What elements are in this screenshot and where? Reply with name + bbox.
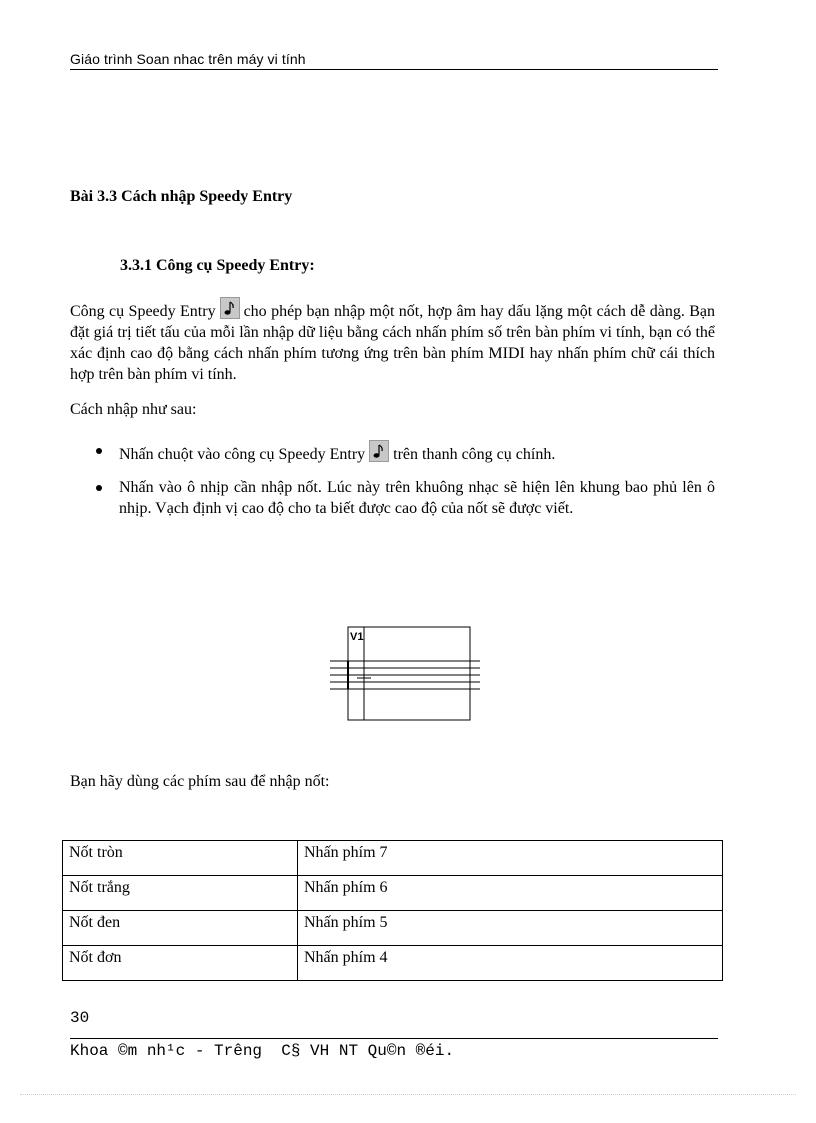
key-cell: Nhấn phím 7 bbox=[298, 841, 723, 876]
page-number: 30 bbox=[70, 1009, 90, 1027]
speedy-entry-frame-figure bbox=[328, 625, 484, 723]
note-cell: Nốt trắng bbox=[63, 876, 298, 911]
bullet-icon bbox=[96, 485, 102, 491]
note-cell: Nốt đen bbox=[63, 911, 298, 946]
list-item bbox=[70, 440, 715, 465]
key-cell: Nhấn phím 5 bbox=[298, 911, 723, 946]
table-row bbox=[63, 911, 723, 946]
bullet-text-start: Nhấn chuột vào công cụ Speedy Entry bbox=[119, 446, 366, 463]
speedy-entry-icon bbox=[220, 297, 240, 319]
keys-intro: Bạn hãy dùng các phím sau để nhập nốt: bbox=[70, 773, 330, 790]
intro-text-end: cho phép bạn nhập một nốt, hợp âm hay dấu lặng một cách dễ dàng. Bạn đặt giá trị tiết tấu của mỗi lần nhập dữ liệu bằng cách nhấn phím số trên bàn phím vi tính, bạn có thể xác định cao độ bằng cách nhấn phím tương ứng trên bàn phím MIDI hay nhấn phím chữ cái thích hợp trên bàn phím vi tính. bbox=[70, 303, 716, 383]
bullet-text-end: trên thanh công cụ chính. bbox=[393, 446, 556, 463]
bullet-icon bbox=[96, 448, 102, 454]
footer-text: Khoa ©m nh¹c - Trêng C§ VH NT Qu©n ®éi. bbox=[70, 1042, 455, 1060]
note-cell: Nốt đơn bbox=[63, 946, 298, 981]
table-row bbox=[63, 876, 723, 911]
intro-text-start: Công cụ Speedy Entry bbox=[70, 303, 216, 320]
key-cell: Nhấn phím 4 bbox=[298, 946, 723, 981]
staff-lines bbox=[330, 661, 480, 689]
footer-divider bbox=[70, 1038, 718, 1039]
key-cell: Nhấn phím 6 bbox=[298, 876, 723, 911]
table-row bbox=[63, 946, 723, 981]
running-header: Giáo trình Soan nhac trên máy vi tính bbox=[70, 51, 718, 70]
note-key-table bbox=[62, 840, 723, 981]
section-title: 3.3.1 Công cụ Speedy Entry: bbox=[120, 257, 315, 274]
measure-frame bbox=[348, 627, 470, 720]
list-item bbox=[70, 477, 715, 519]
table-row bbox=[63, 841, 723, 876]
note-cell: Nốt tròn bbox=[63, 841, 298, 876]
instruction-list bbox=[70, 440, 715, 531]
lesson-title: Bài 3.3 Cách nhập Speedy Entry bbox=[70, 188, 293, 205]
method-intro: Cách nhập như sau: bbox=[70, 401, 197, 418]
speedy-entry-icon bbox=[369, 440, 389, 462]
voice-label: V1 bbox=[350, 631, 364, 643]
intro-paragraph bbox=[70, 297, 715, 385]
page-bottom-border bbox=[20, 1094, 796, 1095]
bullet-text: Nhấn vào ô nhịp cần nhập nốt. Lúc này trên khuông nhạc sẽ hiện lên khung bao phủ lên ô nhịp. Vạch định vị cao độ cho ta biết được cao độ của nốt sẽ được viết. bbox=[119, 479, 715, 517]
